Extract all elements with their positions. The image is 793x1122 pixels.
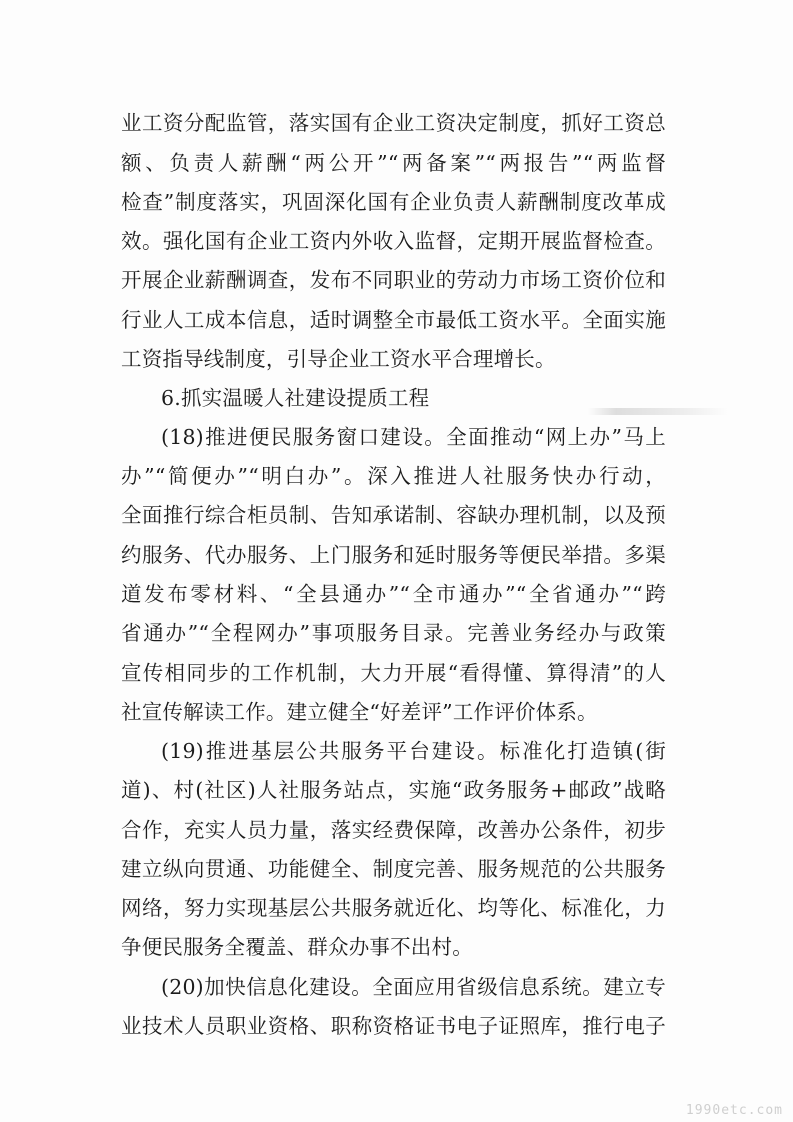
paragraph-line: 建立纵向贯通、功能健全、制度完善、服务规范的公共服务 — [121, 857, 666, 881]
paragraph-line: 行业人工成本信息，适时调整全市最低工资水平。全面实施 — [121, 308, 666, 332]
paragraph-line: 全面推行综合柜员制、告知承诺制、容缺办理机制，以及预 — [121, 503, 666, 527]
paragraph-line: 道发布零材料、“全县通办”“全市通办”“全省通办”“跨 — [121, 582, 666, 606]
paragraph-line: 额、负责人薪酬“两公开”“两备案”“两报告”“两监督 — [121, 151, 666, 175]
paragraph-line: 效。强化国有企业工资内外收入监督，定期开展监督检查。 — [121, 229, 666, 253]
paragraph-line: 网络，努力实现基层公共服务就近化、均等化、标准化，力 — [121, 896, 666, 920]
section-heading: 6.抓实温暖人社建设提质工程 — [161, 386, 430, 410]
paragraph-line: 办”“简便办”“明白办”。深入推进人社服务快办行动， — [121, 464, 666, 488]
paragraph-line: 道)、村(社区)人社服务站点，实施“政务服务+邮政”战略 — [121, 778, 666, 802]
paragraph-line: (18)推进便民服务窗口建设。全面推动“网上办”马上 — [161, 425, 666, 449]
paragraph-line: 争便民服务全覆盖、群众办事不出村。 — [121, 935, 473, 959]
paragraph-line: 省通办”“全程网办”事项服务目录。完善业务经办与政策 — [121, 621, 666, 645]
paragraph-line: (19)推进基层公共服务平台建设。标准化打造镇(街 — [161, 739, 666, 763]
paragraph-line: 合作，充实人员力量，落实经费保障，改善办公条件，初步 — [121, 818, 666, 842]
paragraph-line: 检查”制度落实，巩固深化国有企业负责人薪酬制度改革成 — [121, 190, 666, 214]
scan-artifact — [588, 408, 728, 415]
paragraph-line: 业工资分配监管，落实国有企业工资决定制度，抓好工资总 — [121, 111, 666, 135]
site-watermark: 1990etc.com — [685, 1103, 783, 1118]
paragraph-line: 开展企业薪酬调查，发布不同职业的劳动力市场工资价位和 — [121, 268, 666, 292]
paragraph-line: 工资指导线制度，引导企业工资水平合理增长。 — [121, 347, 556, 371]
paragraph-line: (20)加快信息化建设。全面应用省级信息系统。建立专 — [161, 975, 666, 999]
paragraph-line: 约服务、代办服务、上门服务和延时服务等便民举措。多渠 — [121, 543, 666, 567]
paragraph-line: 社宣传解读工作。建立健全“好差评”工作评价体系。 — [121, 700, 598, 724]
paragraph-line: 业技术人员职业资格、职称资格证书电子证照库，推行电子 — [121, 1014, 666, 1038]
paragraph-line: 宣传相同步的工作机制，大力开展“看得懂、算得清”的人 — [121, 661, 666, 685]
